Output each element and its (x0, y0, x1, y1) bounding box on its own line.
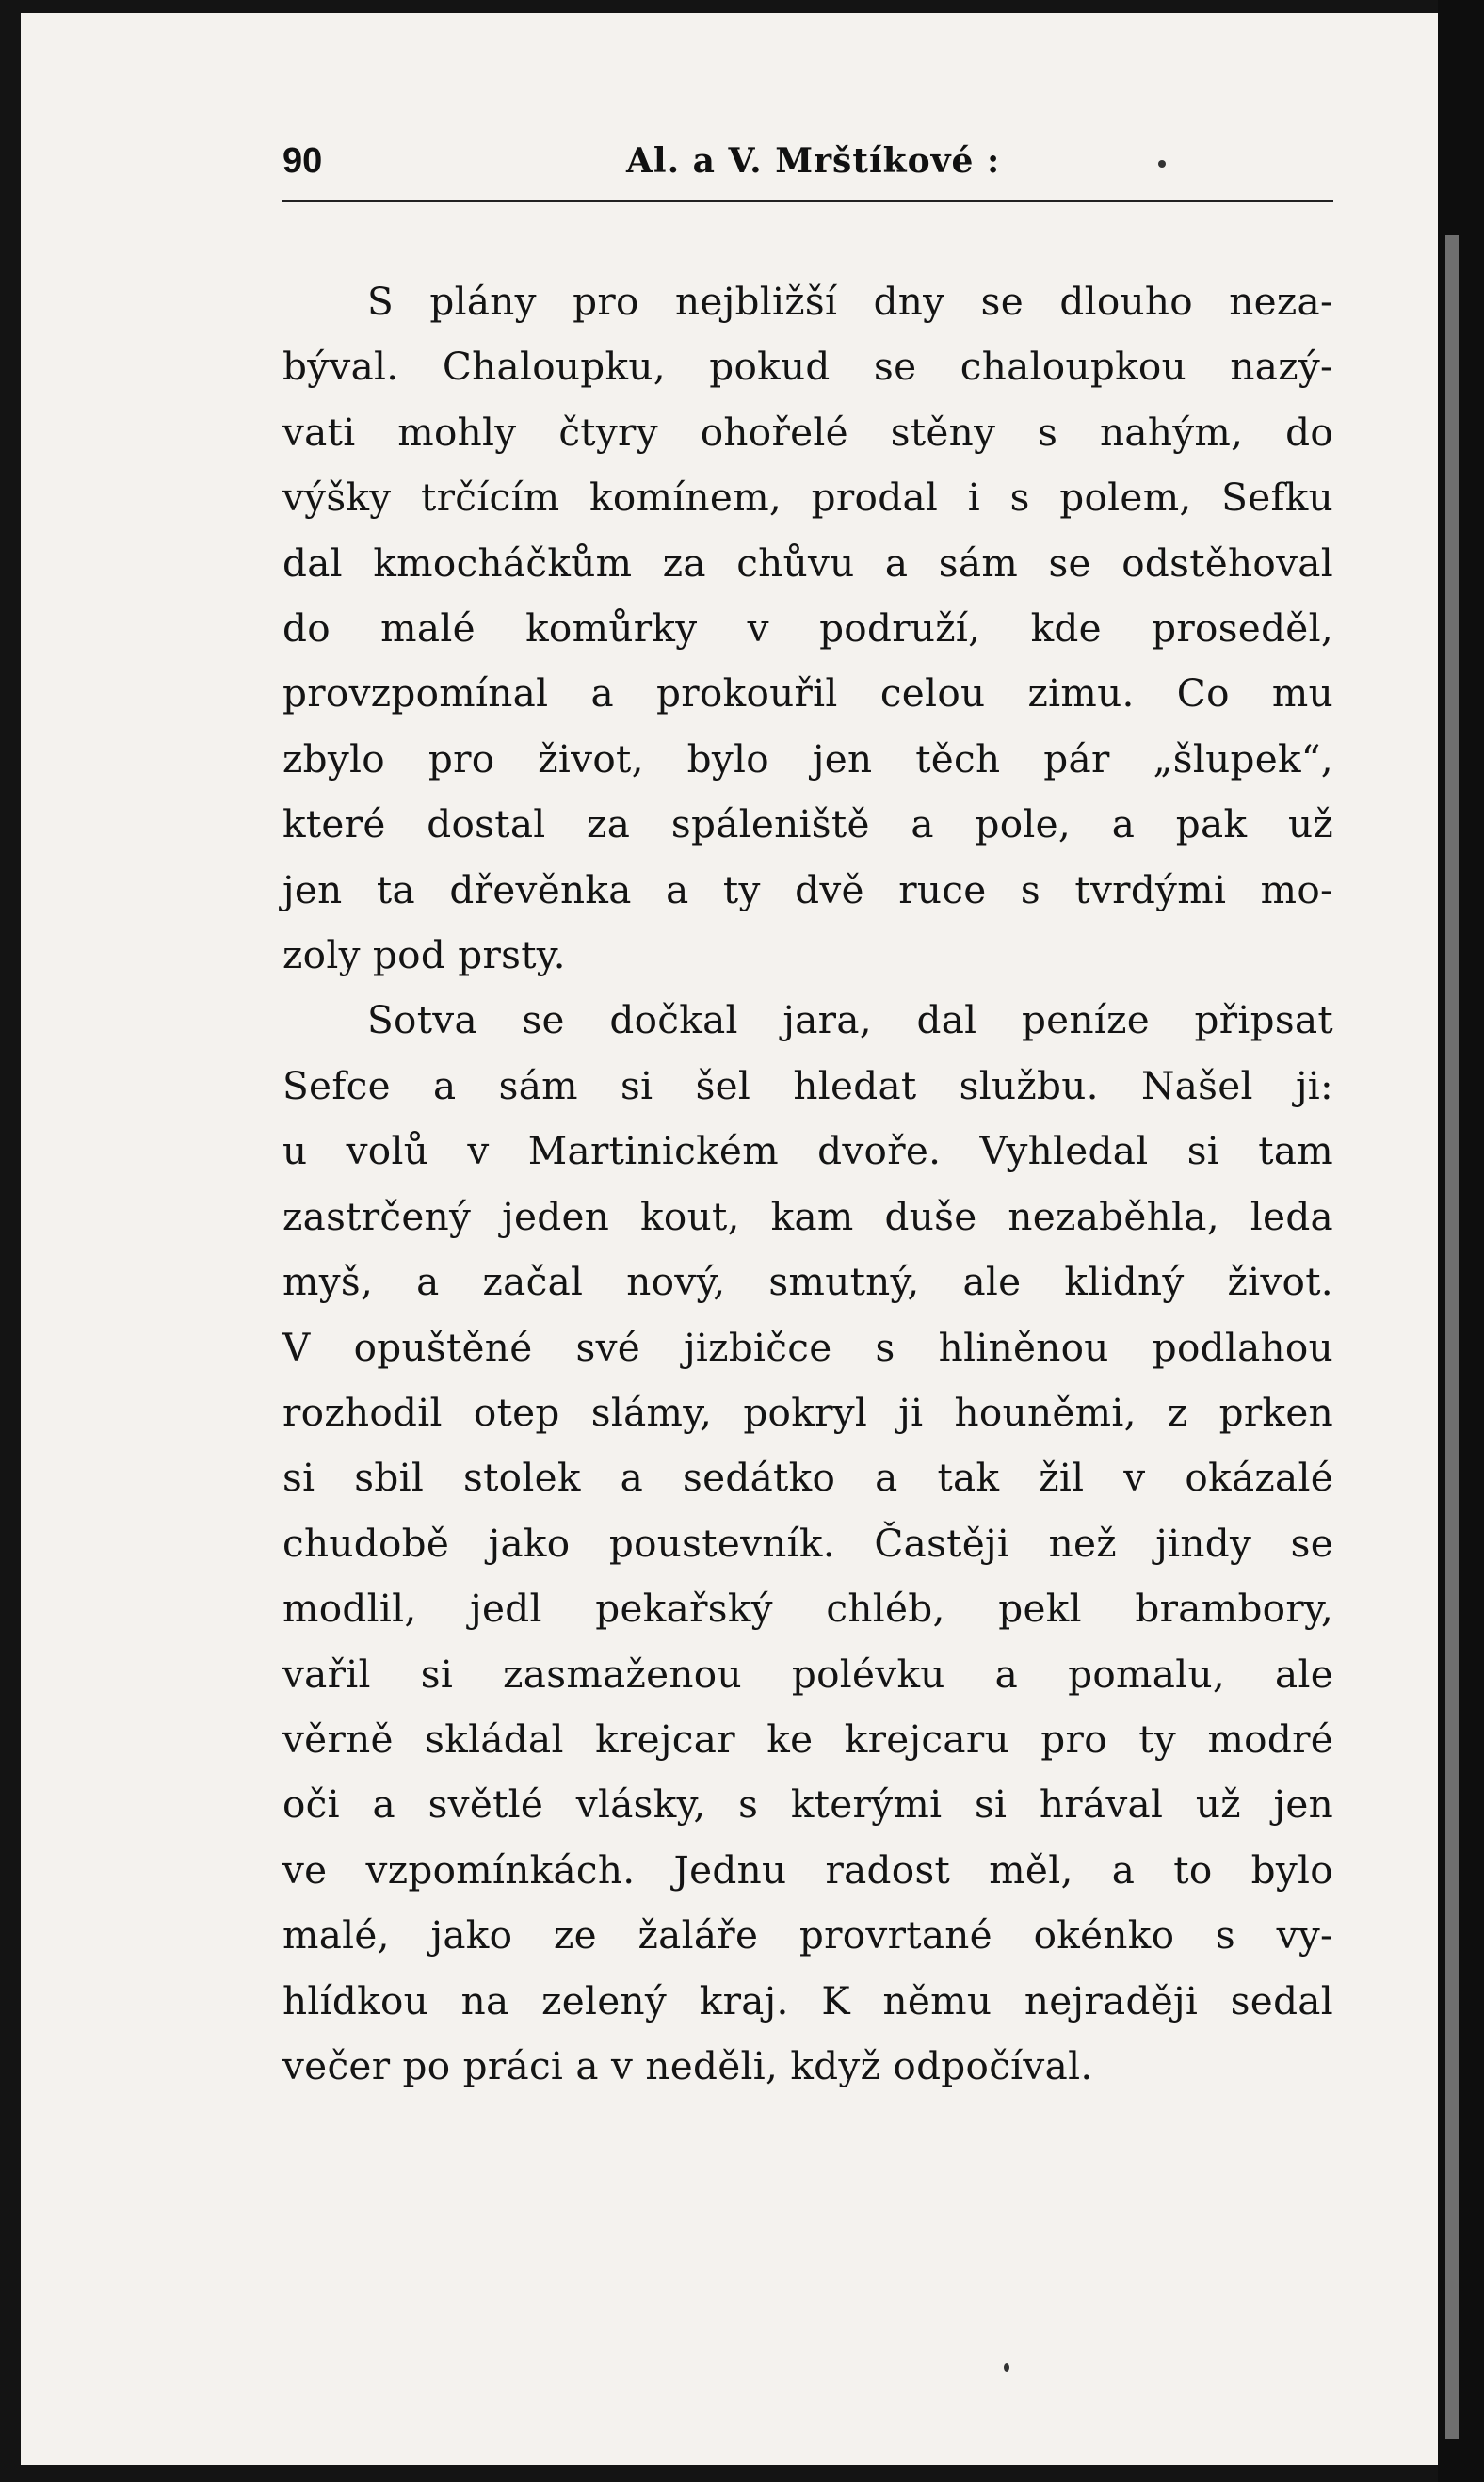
text-line: vařil si zasmaženou polévku a pomalu, ale (282, 1651, 1333, 1697)
stray-mark (1158, 160, 1166, 168)
text-line: do malé komůrky v podruží, kde proseděl, (282, 605, 1333, 652)
text-line: večer po práci a v neděli, když odpočíval. (282, 2042, 1093, 2088)
text-line: u volů v Martinickém dvoře. Vyhledal si tam (282, 1128, 1333, 1174)
stray-mark (1004, 2363, 1009, 2372)
body-text (282, 269, 1333, 2099)
text-line: které dostal za spáleniště a pole, a pak už (282, 801, 1333, 847)
text-line: ve vzpomínkách. Jednu radost měl, a to bylo (282, 1846, 1333, 1893)
running-title: Al. a V. Mrštíkové : (626, 141, 1001, 181)
text-line: býval. Chaloupku, pokud se chaloupkou nazý- (282, 344, 1333, 390)
page-edge-shadow (1445, 235, 1459, 2439)
text-line: chudobě jako poustevník. Častěji než jindy se (282, 1520, 1333, 1566)
text-line: vati mohly čtyry ohořelé stěny s nahým, do (282, 409, 1333, 455)
paragraph-2 (282, 988, 1333, 2099)
text-line: věrně skládal krejcar ke krejcaru pro ty modré (282, 1716, 1333, 1762)
text-line: Sotva se dočkal jara, dal peníze připsat (367, 997, 1333, 1043)
text-line: si sbil stolek a sedátko a tak žil v okázalé (282, 1455, 1333, 1501)
text-line: provzpomínal a prokouřil celou zimu. Co mu (282, 670, 1333, 717)
text-line: výšky trčícím komínem, prodal i s polem, Sefku (282, 475, 1333, 521)
text-line: S plány pro nejbližší dny se dlouho neza- (367, 279, 1333, 324)
running-head (282, 132, 1333, 198)
text-line: rozhodil otep slámy, pokryl ji houněmi, z prken (282, 1389, 1333, 1435)
scan-edge-strip (1438, 0, 1484, 2482)
page-number: 90 (282, 141, 323, 181)
text-line: oči a světlé vlásky, s kterými si hrával už jen (282, 1781, 1333, 1828)
text-line: zbylo pro život, bylo jen těch pár „šlupek“, (282, 735, 1333, 782)
text-line: zastrčený jeden kout, kam duše nezaběhla, leda (282, 1193, 1333, 1239)
header-rule (282, 200, 1333, 202)
paragraph-1 (282, 269, 1333, 988)
text-line: dal kmocháčkům za chůvu a sám se odstěhoval (282, 540, 1333, 586)
text-line: jen ta dřevěnka a ty dvě ruce s tvrdými mo- (282, 866, 1333, 912)
text-line: V opuštěné své jizbičce s hliněnou podlahou (282, 1324, 1333, 1370)
text-line: modlil, jedl pekařský chléb, pekl brambory, (282, 1586, 1333, 1632)
text-line: hlídkou na zelený kraj. K němu nejraději sedal (282, 1977, 1333, 2023)
text-line: myš, a začal nový, smutný, ale klidný život. (282, 1259, 1333, 1305)
text-line: Sefce a sám si šel hledat službu. Našel ji: (282, 1062, 1333, 1108)
text-line: zoly pod prsty. (282, 932, 566, 978)
text-line: malé, jako ze žaláře provrtané okénko s vy- (282, 1912, 1333, 1958)
